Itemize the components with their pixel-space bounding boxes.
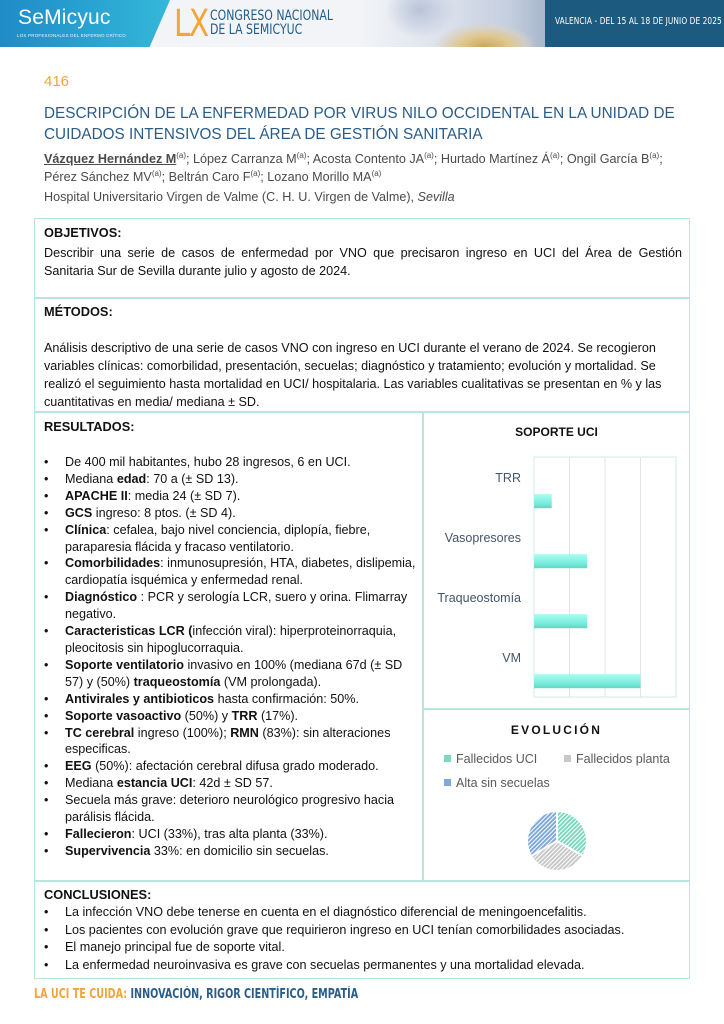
author <box>44 170 162 184</box>
author <box>313 152 434 166</box>
author-name: Acosta Contento JA <box>312 152 425 166</box>
result-keyword: EEG <box>65 759 92 774</box>
result-keyword: TC cerebral <box>65 725 135 740</box>
result-item <box>44 623 416 657</box>
author-name: Ongil García B <box>566 152 650 166</box>
result-keyword: Diagnóstico <box>65 590 138 605</box>
result-text: : 42d ± SD 57. <box>192 776 273 791</box>
result-keyword: RMN <box>230 725 259 740</box>
result-item <box>44 505 416 522</box>
footer-slogan <box>34 987 358 1002</box>
congress-line-2: DE LA SEMICYUC <box>210 22 303 38</box>
resultados-heading: RESULTADOS: <box>44 419 135 434</box>
bar-chart-svg <box>424 413 691 710</box>
metodos-section <box>34 298 690 412</box>
author <box>44 152 186 166</box>
result-text: : media 24 (± SD 7). <box>127 488 241 503</box>
conclusiones-section <box>34 881 690 979</box>
abstract-number: 416 <box>44 73 70 90</box>
valencia-architecture-photo <box>360 0 545 47</box>
bar-vasopresores <box>534 554 587 568</box>
result-text: hasta confirmación: 50%. <box>214 691 359 706</box>
author-name: Lozano Morillo MA <box>267 170 372 184</box>
result-item <box>44 725 416 759</box>
result-item <box>44 589 416 623</box>
result-text: ingreso: 8 ptos. (± SD 4). <box>92 505 236 520</box>
objetivos-section <box>34 218 690 298</box>
author-affiliation-mark: (a) <box>649 150 660 160</box>
result-keyword: Fallecieron <box>65 826 132 841</box>
conclusiones-heading: CONCLUSIONES: <box>44 887 152 902</box>
legend-label: Fallecidos UCI <box>456 752 538 766</box>
pie-chart-title: EVOLUCIÓN <box>510 723 603 737</box>
congress-date-location: VALENCIA - DEL 15 AL 18 DE JUNIO DE 2025 <box>555 16 722 27</box>
result-keyword: traqueostomía <box>133 674 221 689</box>
result-text: : UCI (33%), tras alta planta (33%). <box>131 826 328 841</box>
result-item <box>44 471 416 488</box>
result-text: (VM prolongada). <box>220 674 322 689</box>
author <box>193 152 306 166</box>
result-keyword: Caracteristicas LCR ( <box>65 624 193 639</box>
legend-label: Fallecidos planta <box>576 752 670 766</box>
result-keyword: APACHE II <box>65 488 128 503</box>
result-text: ingreso (100%); <box>134 725 231 740</box>
congress-name <box>210 9 333 37</box>
resultados-section <box>34 412 423 881</box>
result-text: : PCR y serología LCR, suero y orina. Flimarray negativo. <box>65 590 408 622</box>
result-keyword: TRR <box>231 708 258 723</box>
result-item <box>44 691 416 708</box>
pie-chart-svg <box>424 710 691 882</box>
author-list: Vázquez Hernández $M^{(a)}$; López Carranza $M^{(a)}$; Acosta Contento JA$^{(a)}$; Hurtado Martínez $Á^{(a)}$; Ongil García $B^{(a)}$; Pérez Sánchez MV$^{(a)}$; Beltrán Caro $F^{(a)}$; Lozano Morillo MA$^{(a)}$ <box>44 150 663 184</box>
bar-traqueostomía <box>534 614 587 628</box>
author-name: Beltrán Caro F <box>168 170 251 184</box>
author <box>441 152 560 166</box>
result-text: Secuela más grave: deterioro neurológico progresivo hacia parálisis flácida. <box>65 793 395 825</box>
result-keyword: Soporte vasoactivo <box>65 708 182 723</box>
author-affiliation-mark: (a) <box>424 150 434 160</box>
author-affiliation-mark: (a) <box>151 168 162 178</box>
author-affiliation-mark: (a) <box>176 150 187 160</box>
conclusion-item: • La infección VNO debe tenerse en cuenta en el diagnóstico diferencial de meningoencefalitis. <box>44 904 684 922</box>
result-item <box>44 758 416 775</box>
result-keyword: Antivirales y antibioticos <box>65 691 215 706</box>
affiliation-institution: Hospital Universitario Virgen de Valme (C. H. U. Virgen de Valme), <box>44 190 415 204</box>
author <box>169 170 261 184</box>
bar-vm <box>534 674 641 688</box>
conclusion-item: • La enfermedad neuroinvasiva es grave con secuelas permanentes y una mortalidad elevada. <box>44 957 684 975</box>
result-keyword: GCS <box>65 505 93 520</box>
resultados-list <box>44 454 416 860</box>
author-name: Hurtado Martínez Á <box>440 152 551 166</box>
author-affiliation-mark: (a) <box>550 150 560 160</box>
result-keyword: edad <box>116 471 147 486</box>
result-text: Mediana <box>65 776 117 791</box>
affiliation-city: Sevilla <box>417 190 455 204</box>
result-text: : inmunosupresión, HTA, diabetes, dislipemia, cardiopatía isquémica y enfermedad renal. <box>65 556 416 588</box>
result-item <box>44 555 416 589</box>
result-item <box>44 454 416 471</box>
bar-category-label: TRR <box>495 471 521 486</box>
result-text: : cefalea, bajo nivel conciencia, diplopía, fiebre, paraparesia flácida y fracaso ventilatorio. <box>65 522 371 554</box>
result-keyword: Clínica <box>65 522 107 537</box>
author-name: López Carranza M <box>193 152 297 166</box>
author-name: Pérez Sánchez MV <box>44 170 152 184</box>
result-text: (17%). <box>257 708 299 723</box>
semicyuc-logo: SeMicyuc <box>18 6 111 29</box>
result-text: (83%): sin alteraciones especificas. <box>65 725 391 757</box>
bar-category-label: VM <box>502 651 521 666</box>
objetivos-heading: OBJETIVOS: <box>44 225 122 240</box>
legend-label: Alta sin secuelas <box>456 776 550 790</box>
result-text: Mediana <box>65 471 117 486</box>
congress-banner <box>0 0 724 47</box>
result-text: 33%: en domicilio sin secuelas. <box>150 843 329 858</box>
result-item <box>44 488 416 505</box>
result-text: (50%) y <box>181 708 232 723</box>
bar-category-label: Vasopresores <box>444 531 521 546</box>
metodos-text: Análisis descriptivo de una serie de casos VNO con ingreso en UCI durante el verano de 2024. Se recogieron variables clínicas: comorbilidad, presentación, secuelas; diagnóstico y tratamiento; evolución y mortalidad. Se realizó el seguimiento hasta mortalidad en UCI/ hospitalaria. Las variables cualitativas se presentan en % y las cuantitativas en media/ mediana ± SD. <box>44 341 662 409</box>
slogan-values: INNOVACIÓN, RIGOR CIENTÍFICO, EMPATÍA <box>127 987 359 1002</box>
evolucion-chart <box>423 709 690 881</box>
result-keyword: estancia UCI <box>116 776 193 791</box>
slogan-lead: LA UCI TE CUIDA: <box>34 987 128 1002</box>
result-keyword: Supervivencia <box>65 843 151 858</box>
metodos-heading: MÉTODOS: <box>44 304 113 319</box>
congress-line-1: CONGRESO NACIONAL <box>210 8 333 24</box>
affiliation <box>44 190 455 204</box>
author <box>567 152 659 166</box>
result-item <box>44 522 416 556</box>
result-keyword: Soporte ventilatorio <box>65 657 184 672</box>
result-item <box>44 657 416 691</box>
author-affiliation-mark: (a) <box>371 168 382 178</box>
author-affiliation-mark: (a) <box>296 150 307 160</box>
abstract-title: DESCRIPCIÓN DE LA ENFERMEDAD POR VIRUS NILO OCCIDENTAL EN LA UNIDAD DE CUIDADOS INTENSIVOS DEL ÁREA DE GESTIÓN SANITARIA <box>44 105 675 143</box>
bar-chart-title: SOPORTE UCI <box>515 425 598 439</box>
bar-category-label: Traqueostomía <box>437 591 521 606</box>
result-item <box>44 792 416 826</box>
author-name: Vázquez Hernández M <box>44 152 177 166</box>
result-item <box>44 826 416 843</box>
result-item <box>44 775 416 792</box>
result-item <box>44 843 416 860</box>
result-text: De 400 mil habitantes, hubo 28 ingresos, 6 en UCI. <box>65 455 351 469</box>
author-affiliation-mark: (a) <box>250 168 261 178</box>
conclusion-item: • Los pacientes con evolución grave que requirieron ingreso en UCI tenían comorbilidades asociadas. <box>44 922 684 940</box>
soporte-uci-chart <box>423 412 690 709</box>
result-text: invasivo en 100% (mediana 67d (± SD 57) y (50%) <box>65 657 403 689</box>
result-item <box>44 708 416 725</box>
conclusion-item: • El manejo principal fue de soporte vital. <box>44 939 684 957</box>
bar-trr <box>534 494 552 508</box>
congress-numeral: LX <box>174 2 208 45</box>
objetivos-text: Describir una serie de casos de enfermedad por VNO que precisaron ingreso en UCI del Área de Gestión Sanitaria Sur de Sevilla durante julio y agosto de 2024. <box>44 246 682 278</box>
logo-subtitle: LOS PROFESIONALES DEL ENFERMO CRÍTICO <box>17 33 127 38</box>
conclusiones-list <box>44 904 684 974</box>
result-keyword: Comorbilidades <box>65 556 161 571</box>
result-text: (50%): afectación cerebral difusa grado moderado. <box>91 759 379 774</box>
author <box>267 170 381 184</box>
result-text: : 70 a (± SD 13). <box>146 471 239 486</box>
result-text: infección viral): hiperproteinorraquia, pleocitosis sin hipoglucorraquia. <box>65 624 397 655</box>
